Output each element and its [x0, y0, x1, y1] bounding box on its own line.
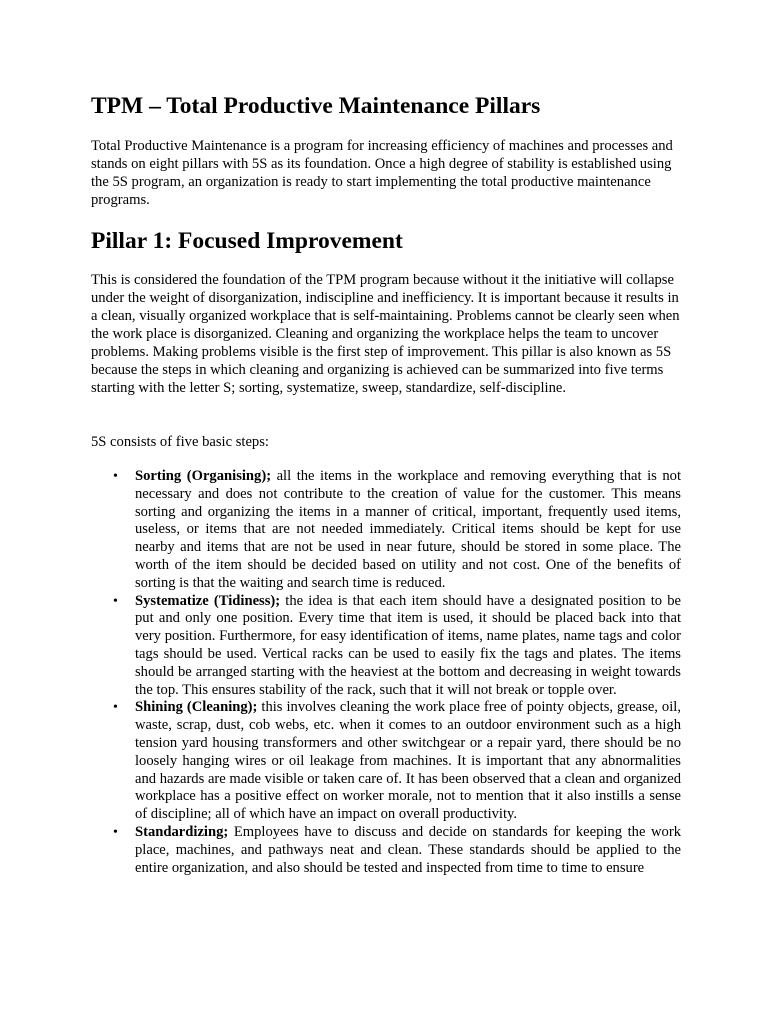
pillar-heading: Pillar 1: Focused Improvement	[91, 228, 403, 254]
step-text: all the items in the workplace and removing everything that is not necessary and does not contribute to the creation of value for the customer. This means sorting and organizing the items in a manner of critical, important, frequently used items, useless, or items that are not needed immediately. Critical items should be kept for use nearby and items that are not be used in near future, should be stored in some place. The worth of the item should be decided based on utility and not cost. One of the benefits of sorting is that the waiting and search time is reduced.	[135, 468, 681, 591]
step-term: Standardizing;	[135, 823, 229, 840]
pillar-paragraph: This is considered the foundation of the TPM program because without it the initiative will collapse under the weight of disorganization, indiscipline and inefficiency. It is important because it results in a clean, visually organized workplace that is self-maintaining. Problems cannot be clearly seen when the work place is disorganized. Cleaning and organizing the workplace helps the team to uncover problems. Making problems visible is the first step of improvement. This pillar is also known as 5S because the steps in which cleaning and organizing is achieved can be summarized into five terms starting with the letter S; sorting, systematize, sweep, standardize, self-discipline.	[91, 272, 680, 396]
step-text: Employees have to discuss and decide on standards for keeping the work place, machines, and pathways neat and clean. These standards should be applied to the entire organization, and also should be tested and inspected from time to time to ensure	[135, 823, 681, 876]
steps-list	[91, 468, 681, 877]
list-item	[91, 593, 681, 700]
list-item	[91, 824, 681, 877]
document-title: TPM – Total Productive Maintenance Pillars	[91, 93, 541, 119]
list-item	[91, 468, 681, 593]
list-item	[91, 699, 681, 824]
step-term: Sorting (Organising);	[135, 468, 272, 484]
step-term: Shining (Cleaning);	[135, 699, 258, 716]
steps-intro: 5S consists of five basic steps:	[91, 434, 269, 450]
bullet-icon: •	[113, 593, 118, 609]
step-term: Systematize (Tidiness);	[135, 592, 281, 609]
bullet-icon: •	[113, 469, 118, 484]
intro-paragraph: Total Productive Maintenance is a program for increasing efficiency of machines and processes and stands on eight pillars with 5S as its foundation. Once a high degree of stability is established using the 5S program, an organization is ready to start implementing the total productive maintenance programs.	[91, 138, 673, 208]
step-text: this involves cleaning the work place free of pointy objects, grease, oil, waste, scrap, dust, cob webs, etc. when it comes to an outdoor environment such as a high tension yard housing transformers and other switchgear or a repair yard, there should be no loosely hanging wires or oil leakage from machines. It is important that any abnormalities and hazards are made visible or taken care of. It has been observed that a clean and organized workplace has a positive effect on worker morale, not to mention that it also instills a sense of discipline; all of which have an impact on overall productivity.	[135, 699, 681, 823]
step-text: the idea is that each item should have a designated position to be put and only one position. Every time that item is used, it should be placed back into that very position. Furthermore, for easy identification of items, name plates, name tags and color tags should be used. Vertical racks can be used to easily fix the tags and plates. The items should be arranged starting with the heaviest at the bottom and decreasing in weight towards the top. This ensures stability of the rack, such that it will not break or topple over.	[135, 592, 681, 698]
bullet-icon: •	[113, 824, 118, 840]
bullet-icon: •	[113, 700, 118, 716]
